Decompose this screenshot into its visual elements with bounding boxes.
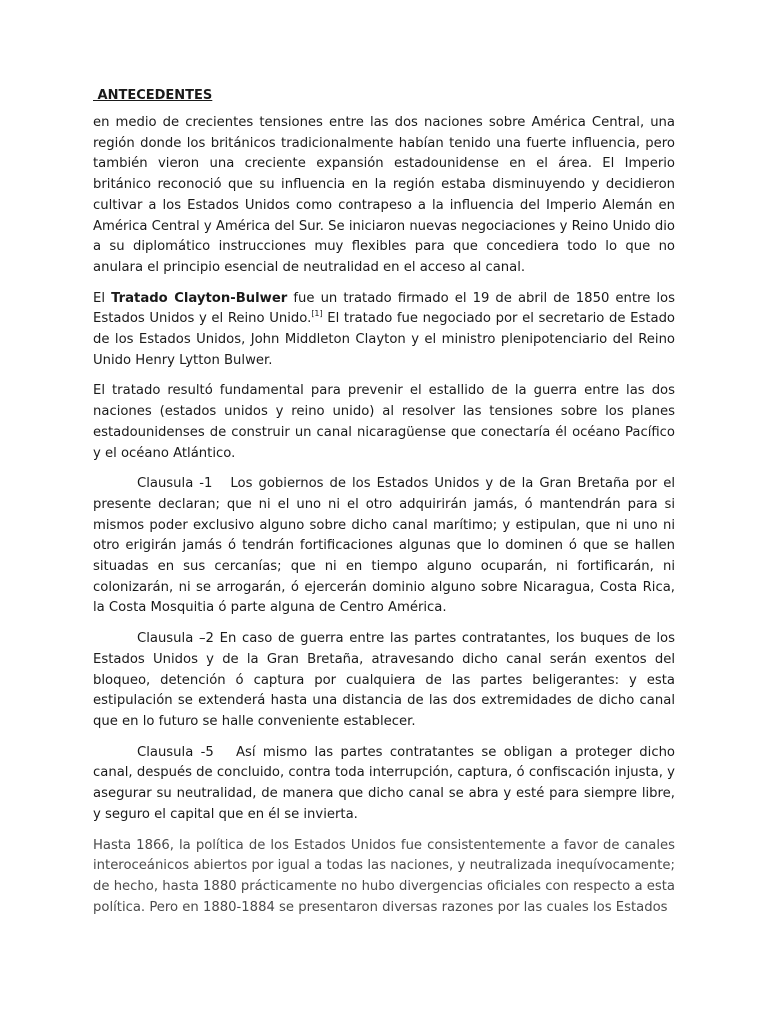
treaty-name: Tratado Clayton-Bulwer — [111, 290, 288, 306]
clause-5-label: Clausula -5 — [137, 744, 214, 760]
clause-5 — [93, 743, 675, 826]
treaty-intro-lead: El — [93, 290, 112, 306]
treaty-intro-mid: fue un tratado firmado el 19 de abril de 1850 entre los Estados Unidos y el Reino Unido. — [93, 290, 675, 327]
clause-2-text: En caso de guerra entre las partes contratantes, los buques de los Estados Unidos y de la Gran Bretaña, atravesando dicho canal serán exentos del bloqueo, detención ó captura por cualquiera de las partes beligerantes: y esta estipulación se extenderá hasta una distancia de las dos extremidades de dicho canal que en lo futuro se halle conveniente establecer. — [93, 631, 675, 729]
paragraph-treaty-intro — [93, 289, 675, 372]
treaty-intro-tail: El tratado fue negociado por el secretario de Estado de los Estados Unidos, John Middleton Clayton y el ministro plenipotenciario del Reino Unido Henry Lytton Bulwer. — [93, 311, 676, 368]
section-heading: ANTECEDENTES — [93, 88, 213, 103]
clause-1 — [93, 474, 675, 619]
clause-1-label: Clausula -1 — [137, 476, 213, 492]
clause-5-text: Así mismo las partes contratantes se obligan a proteger dicho canal, después de concluido, contra toda interrupción, captura, ó confiscación injusta, y asegurar su neutralidad, de manera que dicho canal se abra y esté para siempre libre, y seguro el capital que en él se invierta. — [93, 744, 675, 822]
paragraph-policy-history: Hasta 1866, la política de los Estados Unidos fue consistentemente a favor de canales interoceánicos abiertos por igual a todas las naciones, y neutralizada inequívocamente; de hecho, hasta 1880 prácticamente no hubo divergencias oficiales con respecto a esta política. Pero en 1880-1884 se presentaron diversas razones por las cuales los Estados — [93, 837, 675, 915]
paragraph-treaty-importance: El tratado resultó fundamental para prevenir el estallido de la guerra entre las dos naciones (estados unidos y reino unido) al resolver las tensiones sobre los planes estadounidenses de construir un canal nicaragüense que conectaría él océano Pacífico y el océano Atlántico. — [93, 383, 675, 461]
paragraph-context: en medio de crecientes tensiones entre las dos naciones sobre América Central, una región donde los británicos tradicionalmente habían tenido una fuerte influencia, pero también vieron una creciente expansión estadounidense en el área. El Imperio británico reconoció que su influencia en la región estaba disminuyendo y decidieron cultivar a los Estados Unidos como contrapeso a la influencia del Imperio Alemán en América Central y América del Sur. Se iniciaron nuevas negociaciones y Reino Unido dio a su diplomático instrucciones muy flexibles para que concediera todo lo que no anulara el principio esencial de neutralidad en el acceso al canal. — [93, 115, 675, 275]
citation-ref[interactable]: [1] — [311, 308, 323, 318]
document-body — [93, 86, 675, 928]
clause-1-text: Los gobiernos de los Estados Unidos y de la Gran Bretaña por el presente declaran; que ni el uno ni el otro adquirirán jamás, ó mantendrán para si mismos poder exclusivo alguno sobre dicho canal marítimo; y estipulan, que ni uno ni otro erigirán jamás ó tendrán fortificaciones algunas que lo dominen ó que se hallen situadas en sus cercanías; que ni en tiempo alguno ocuparán, ni fortificarán, ni colonizarán, ni se arrogarán, ó ejercerán dominio alguno sobre Nicaragua, Costa Rica, la Costa Mosquitia ó parte alguna de Centro América. — [93, 476, 675, 616]
clause-2-label: Clausula –2 — [137, 631, 214, 647]
clause-2 — [93, 629, 675, 733]
